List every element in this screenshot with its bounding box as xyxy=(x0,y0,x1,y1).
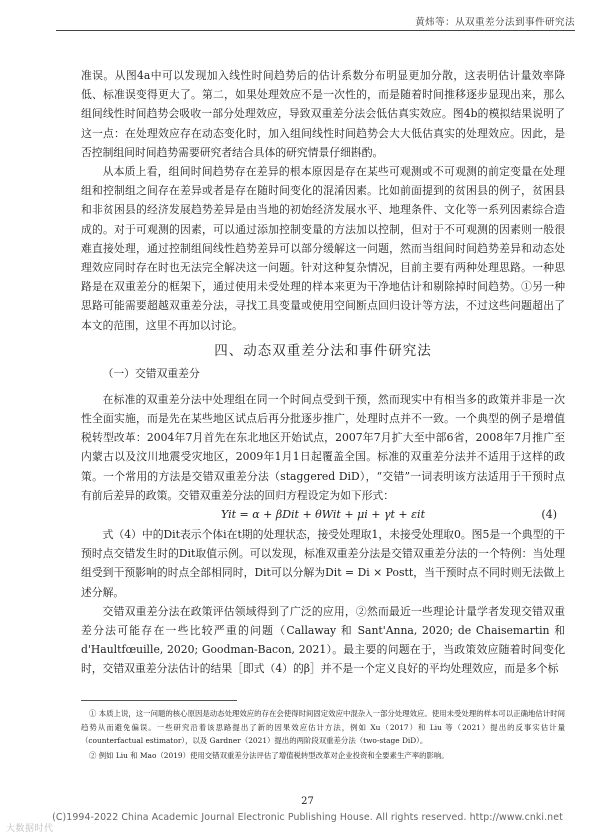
paragraph-2: 从本质上看，组间时间趋势存在差异的根本原因是存在某些可观测或不可观测的前定变量在处理组和控制组之间存在差异或者是存在随时间变化的混淆因素。比如前面提到的贫困县的例子，贫困县和非贫困县的经济发展趋势差异是由当地的初始经济发展水平、地理条件、文化等一系列因素综合造成的。对于可观测的因素，可以通过添加控制变量的方法加以控制，但对于不可观测的因素则一般很难直接处理，通过控制组间线性趋势差异可以部分缓解这一问题，然而当组间时间趋势差异和动态处理效应同时存在时也无法完全解决这一问题。针对这种复杂情况，目前主要有两种处理思路。一种思路是在双重差分的框架下，通过使用未受处理的样本来更为干净地估计和剔除掉时间趋势。①另一种思路可能需要超越双重差分法，寻找工具变量或使用空间断点回归设计等方法，不过这些问题超出了本文的范围，这里不再加以讨论。 xyxy=(81,165,565,332)
footnote-2: ② 例如 Liu 和 Mao（2019）使用交错双重差分法评估了增值税转型改革对企业投资和全要素生产率的影响。 xyxy=(89,750,449,760)
footnotes xyxy=(81,707,565,763)
section-heading: 四、动态双重差分法和事件研究法 xyxy=(214,342,432,359)
running-header: 黄炜等：从双重差分法到事件研究法 xyxy=(415,17,575,28)
paragraph-staggered: 在标准的双重差分法中处理组在同一个时间点受到干预，然而现实中有相当多的政策并非是一次性全面实施，而是先在某些地区试点后再分批逐步推广，处理时点并不一致。一个典型的例子是增值税转型改革：2004年7月首先在东北地区开始试点，2007年7月扩大至中部6省，2008年7月推广至内蒙古以及汶川地震受灾地区，2009年1月1日起覆盖全国。标准的双重差分法并不适用于这样的政策。一个常用的方法是交错双重差分法（staggered DiD），“交错”一词表明该方法适用于干预时点有前后差异的政策。交错双重差分法的回归方程设定为如下形式： xyxy=(81,392,565,502)
header-rule xyxy=(56,30,575,31)
equation-formula: Yit = α + βDit + θWit + μi + γt + εit xyxy=(221,508,425,522)
footnote-1: ① 本质上说，这一问题的核心原因是动态处理效应的存在会使得时间固定效应中混杂入一部分处理效应。使用未受处理的样本可以正确地估计时间趋势从而避免偏误。一些研究沿着该思路提出了新的因果效应估计方法，例如 Xu（2017）和 Liu 等（2021）提出的反事实估计量（counterfactual estimator），以及 Gardner（2021）提出的两阶段双重差分法（two-stage DiD）。 xyxy=(81,709,565,746)
paragraph-after-equation: 式（4）中的Dit表示个体i在t期的处理状态，接受处理取1，未接受处理取0。图5是一个典型的干预时点交错发生时的Dit取值示例。可以发现，标准双重差分法是交错双重差分法的一个特例：当处理组受到干预影响的时点全部相同时，Dit可以分解为Dit = Di × Postt，当干预时点不同时则无法做上述分解。 xyxy=(81,528,565,599)
watermark: 大数据时代 xyxy=(6,824,54,834)
footnote-rule xyxy=(81,700,237,701)
paragraph-1: 准误。从图4a中可以发现加入线性时间趋势后的估计系数分布明显更加分散，这表明估计量效率降低、标准误变得更大了。第二，如果处理效应不是一次性的，而是随着时间推移逐步显现出来，那么组间线性时间趋势会吸收一部分处理效应，导致双重差分法会低估真实效应。图4b的模拟结果说明了这一点：在处理效应存在动态变化时，加入组间线性时间趋势会大大低估真实的处理效应。因此，是否控制组间时间趋势需要研究者结合具体的研究情景仔细斟酌。 xyxy=(81,69,565,159)
page-number: 27 xyxy=(301,796,314,807)
subsection-heading: （一）交错双重差分 xyxy=(102,366,200,380)
equation-4 xyxy=(81,505,565,525)
article-body xyxy=(81,66,565,679)
equation-number: (4) xyxy=(541,508,557,522)
paragraph-last: 交错双重差分法在政策评估领域得到了广泛的应用，②然而最近一些理论计量学者发现交错双重差分法可能存在一些比较严重的问题（Callaway 和 Sant'Anna, 2020; de Chaisemartin 和 d'Haultfœuille, 2020; Goodman-Bacon, 2021）。最主要的问题在于，当政策效应随着时间变化时，交错双重差分法估计的结果［即式（4）的β］并不是一个定义良好的平均处理效应，而是多个标 xyxy=(81,604,565,676)
copyright-line: (C)1994-2022 China Academic Journal Electronic Publishing House. All rights reserved. http://www.cnki.net xyxy=(52,812,563,823)
